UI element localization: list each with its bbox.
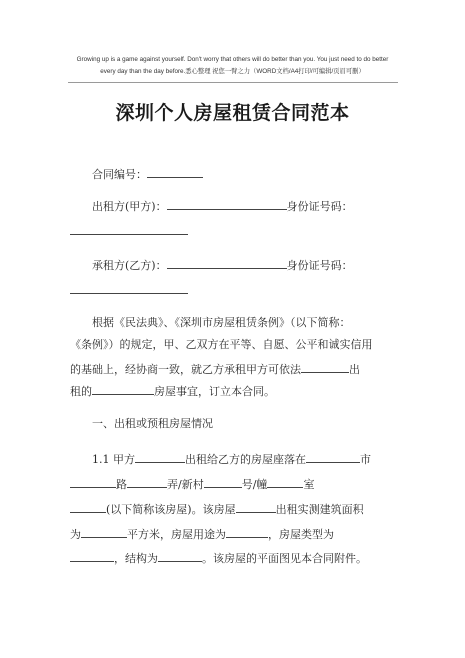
contract-number-label: 合同编号：	[92, 168, 147, 181]
area-blank[interactable]	[81, 526, 127, 538]
lessor-row	[92, 198, 353, 214]
header-quote-line-2: every day than the day before.悉心整理 祝您一臂之力（WORD文档/A4打印/可编辑/页眉可删）	[100, 68, 365, 75]
section-1-para-line-2	[70, 476, 314, 492]
clause-area-label: 出租实测建筑面积	[275, 503, 364, 516]
clause-building: 号/幢	[241, 478, 268, 491]
lessee-name-blank[interactable]	[167, 257, 287, 269]
section-1-heading: 一、出租或预租房屋情况	[92, 417, 213, 430]
lane-blank[interactable]	[204, 476, 242, 488]
lessor-id-blank[interactable]	[70, 234, 188, 235]
room-blank[interactable]	[70, 501, 106, 513]
clause-floorplan: 。该房屋的平面图见本合同附件。	[202, 552, 367, 565]
clause-1-1-city: 市	[360, 453, 371, 466]
lessor-label: 出租方(甲方)：	[92, 200, 167, 213]
road-blank[interactable]	[127, 476, 167, 488]
clause-structure-label: ，结构为	[114, 552, 158, 565]
clause-usage-label: 平方米，房屋用途为	[127, 528, 226, 541]
preamble-line-3-text: 的基础上，经协商一致，就乙方承租甲方可依法	[70, 363, 301, 376]
city-blank[interactable]	[306, 451, 360, 463]
clause-type-label: ，房屋类型为	[268, 528, 334, 541]
lessee-label: 承租方(乙方)：	[92, 259, 167, 272]
section-1-para-line-1	[92, 451, 371, 467]
preamble-line-4-text: 租的	[70, 385, 92, 398]
lessee-id-blank[interactable]	[70, 293, 188, 294]
structure-blank[interactable]	[158, 550, 202, 562]
document-title: 深圳个人房屋租赁合同范本	[115, 102, 350, 124]
clause-property-short: (以下简称该房屋)。该房屋	[106, 503, 236, 516]
lessor-id-label: 身份证号码：	[286, 200, 353, 213]
section-1-para-line-3	[70, 501, 364, 517]
lessor-blank[interactable]	[135, 451, 185, 463]
section-1-para-line-4	[70, 526, 334, 542]
clause-1-1-lead: 1.1 甲方	[92, 453, 135, 466]
contract-number-row	[92, 166, 203, 182]
house-type-blank[interactable]	[70, 550, 114, 562]
building-blank[interactable]	[267, 476, 303, 488]
preamble-line-4-end: 房屋事宜，订立本合同。	[154, 385, 275, 398]
preamble-line-3	[70, 361, 360, 377]
preamble-line-2: 《条例》）的规定，甲、乙双方在平等、自愿、公平和诚实信用	[70, 338, 373, 351]
clause-lane: 弄/新村	[167, 478, 204, 491]
header-divider	[68, 82, 398, 83]
clause-room: 室	[303, 478, 315, 491]
usage-blank[interactable]	[226, 526, 268, 538]
lessor-name-blank[interactable]	[167, 198, 287, 210]
rental-type-blank[interactable]	[236, 501, 276, 513]
preamble-line-4	[70, 383, 275, 399]
lessee-id-label: 身份证号码：	[286, 259, 353, 272]
contract-number-blank[interactable]	[147, 166, 203, 178]
clause-1-1-location: 出租给乙方的房屋座落在	[185, 453, 306, 466]
header-quote-line-1: Growing up is a game against yourself. Don't worry that others will do better than you. You just need to do better	[76, 56, 389, 63]
preamble-line-3-end: 出	[349, 363, 360, 376]
section-1-para-line-5	[70, 550, 367, 566]
district-blank[interactable]	[70, 476, 116, 488]
preamble-rental-blank[interactable]	[92, 383, 154, 395]
lessee-row	[92, 257, 353, 273]
preamble-property-blank[interactable]	[301, 361, 349, 373]
clause-area-prefix: 为	[70, 528, 81, 541]
preamble-line-1: 根据《民法典》、《深圳市房屋租赁条例》（以下简称：	[92, 316, 351, 329]
clause-road: 路	[116, 478, 127, 491]
